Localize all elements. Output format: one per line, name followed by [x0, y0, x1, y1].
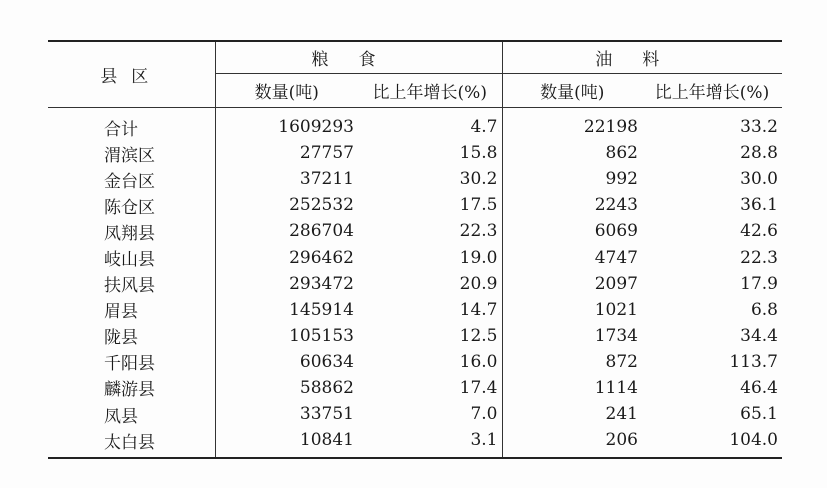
table-row [48, 140, 782, 166]
oil-growth: 28.8 [740, 143, 778, 164]
grain-growth: 16.0 [358, 349, 502, 375]
table-row [48, 244, 782, 270]
region-name: 渭滨区 [48, 140, 215, 166]
grain-growth: 30.2 [358, 166, 502, 192]
oil-quantity: 872 [605, 351, 638, 372]
oil-growth: 104.0 [642, 427, 782, 458]
region-name: 眉县 [48, 297, 215, 323]
grain-quantity: 145914 [289, 299, 354, 320]
region-name: 合计 [48, 108, 215, 141]
oil-growth: 36.1 [740, 195, 778, 216]
grain-quantity: 252532 [289, 195, 354, 216]
oil-quantity: 2243 [594, 195, 638, 216]
grain-group-header: 粮食 [215, 41, 502, 74]
oil-group-header: 油料 [502, 41, 782, 74]
grain-quantity-header: 数量(吨) [215, 74, 358, 108]
production-table [48, 40, 782, 459]
table-row [48, 349, 782, 375]
grain-quantity: 296462 [289, 247, 354, 268]
table-row [48, 375, 782, 401]
table-row [48, 297, 782, 323]
region-name: 麟游县 [48, 375, 215, 401]
region-name: 凤县 [48, 401, 215, 427]
table-row [48, 427, 782, 458]
oil-growth: 22.3 [740, 247, 778, 268]
oil-growth: 30.0 [740, 169, 778, 190]
grain-growth: 22.3 [358, 218, 502, 244]
grain-growth: 14.7 [358, 297, 502, 323]
oil-growth: 113.7 [729, 351, 778, 372]
table-row [48, 166, 782, 192]
table-row [48, 108, 782, 141]
grain-quantity: 58862 [299, 377, 354, 398]
oil-growth: 34.4 [740, 325, 778, 346]
grain-growth: 3.1 [358, 427, 502, 458]
oil-growth-header: 比上年增长(%) [642, 74, 782, 108]
table-body [48, 108, 782, 459]
grain-quantity: 105153 [289, 325, 354, 346]
oil-quantity: 1021 [594, 299, 638, 320]
grain-growth: 17.5 [358, 192, 502, 218]
oil-quantity: 992 [605, 169, 638, 190]
oil-quantity: 862 [605, 143, 638, 164]
region-name: 岐山县 [48, 244, 215, 270]
grain-quantity: 37211 [299, 169, 354, 190]
table-row [48, 323, 782, 349]
grain-growth-header: 比上年增长(%) [358, 74, 502, 108]
region-name: 陇县 [48, 323, 215, 349]
table-row [48, 192, 782, 218]
oil-quantity: 22198 [583, 117, 638, 138]
grain-quantity: 286704 [289, 221, 354, 242]
region-name: 金台区 [48, 166, 215, 192]
grain-quantity: 27757 [299, 143, 354, 164]
grain-quantity: 293472 [289, 273, 354, 294]
region-name: 太白县 [48, 427, 215, 458]
oil-growth: 33.2 [740, 117, 778, 138]
oil-quantity-header: 数量(吨) [502, 74, 642, 108]
oil-quantity: 6069 [594, 221, 638, 242]
region-name: 陈仓区 [48, 192, 215, 218]
oil-quantity: 241 [605, 404, 638, 425]
grain-growth: 17.4 [358, 375, 502, 401]
table-row [48, 218, 782, 244]
grain-growth: 7.0 [358, 401, 502, 427]
region-name: 凤翔县 [48, 218, 215, 244]
oil-quantity: 4747 [594, 247, 638, 268]
oil-quantity: 2097 [594, 273, 638, 294]
region-column-header: 县区 [48, 41, 215, 108]
region-name: 千阳县 [48, 349, 215, 375]
table-row [48, 271, 782, 297]
grain-quantity: 10841 [215, 427, 358, 458]
region-name: 扶风县 [48, 271, 215, 297]
oil-growth: 42.6 [740, 221, 778, 242]
grain-growth: 15.8 [358, 140, 502, 166]
grain-growth: 12.5 [358, 323, 502, 349]
oil-growth: 6.8 [750, 299, 778, 320]
grain-growth: 4.7 [358, 108, 502, 141]
oil-quantity: 206 [502, 427, 642, 458]
oil-growth: 46.4 [740, 377, 778, 398]
grain-growth: 20.9 [358, 271, 502, 297]
grain-growth: 19.0 [358, 244, 502, 270]
oil-growth: 17.9 [740, 273, 778, 294]
oil-growth: 65.1 [740, 404, 778, 425]
grain-quantity: 33751 [299, 404, 354, 425]
grain-quantity: 1609293 [278, 117, 354, 138]
oil-quantity: 1114 [594, 377, 638, 398]
grain-quantity: 60634 [299, 351, 354, 372]
table-row [48, 401, 782, 427]
oil-quantity: 1734 [594, 325, 638, 346]
